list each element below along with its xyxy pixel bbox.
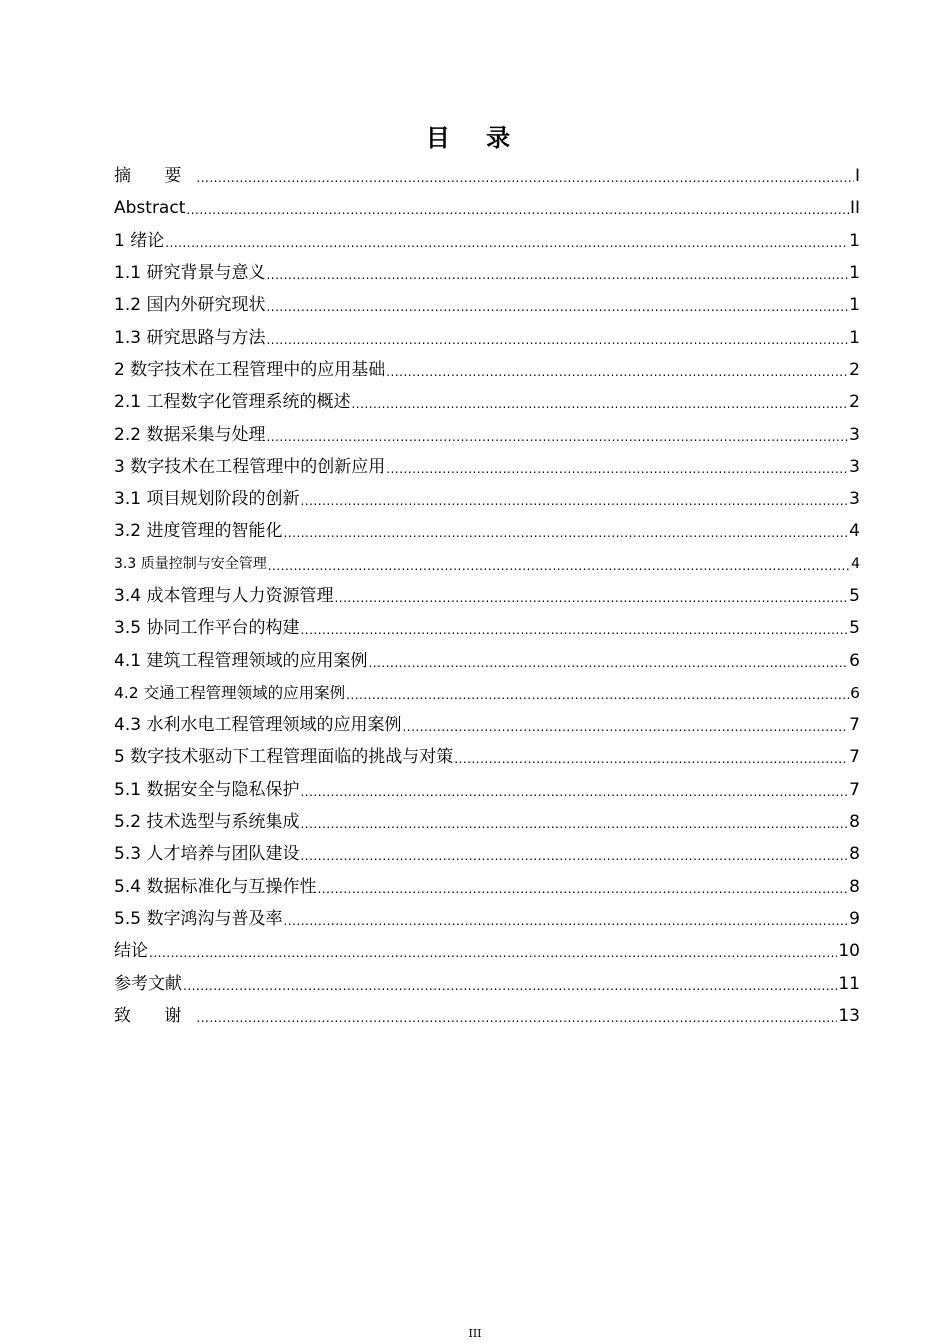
dot-leader [268,554,850,574]
toc-entry[interactable] [114,192,860,224]
toc-entry-page: 5 [849,586,860,606]
toc-title: 目 录 [425,124,525,152]
toc-entry-page: 1 [849,295,860,316]
toc-entry-label: 结论 [114,941,148,962]
dot-leader [149,941,837,961]
dot-leader [183,974,837,994]
toc-entry[interactable] [114,548,860,580]
toc-entry-page: 4 [851,555,860,572]
toc-entry-label: 2.1 工程数字化管理系统的概述 [114,392,351,413]
toc-entry-page: 2 [849,359,860,380]
dot-leader [283,909,848,929]
toc-entry-page: 7 [849,779,860,800]
toc-entry-page: II [849,198,860,219]
dot-leader [300,489,848,509]
table-of-contents [114,160,860,1032]
toc-entry-label: 5.4 数据标准化与互操作性 [114,876,317,897]
dot-leader [402,715,848,735]
dot-leader [454,747,848,767]
toc-entry[interactable] [114,935,860,967]
toc-entry-page: 2 [849,392,860,413]
toc-entry-label: 参考文献 [114,973,182,994]
toc-entry-page: 10 [838,941,860,962]
toc-entry-label: 3.2 进度管理的智能化 [114,521,283,542]
dot-leader [351,392,848,412]
toc-entry-page: I [854,166,860,187]
toc-entry[interactable] [114,225,860,257]
dot-leader [196,1006,837,1026]
toc-entry-page: 6 [850,683,860,702]
toc-entry-page: 13 [838,1005,860,1026]
toc-entry[interactable] [114,677,860,709]
toc-entry[interactable] [114,483,860,515]
toc-entry-page: 3 [849,424,860,445]
toc-entry[interactable] [114,871,860,903]
toc-entry[interactable] [114,386,860,418]
toc-entry-page: 7 [849,747,860,768]
toc-entry-page: 3 [849,456,860,477]
dot-leader [386,360,848,380]
toc-entry-label: 1 绪论 [114,230,165,251]
toc-entry-page: 9 [849,908,860,929]
toc-entry-page: 8 [849,844,860,865]
toc-entry[interactable] [114,967,860,999]
dot-leader [283,521,848,541]
toc-entry-label: 4.3 水利水电工程管理领域的应用案例 [114,715,402,736]
toc-entry-page: 1 [849,230,860,251]
toc-entry[interactable] [114,709,860,741]
dot-leader [334,586,848,606]
toc-entry-label: 3.5 协同工作平台的构建 [114,618,300,639]
toc-entry-page: 11 [838,973,860,994]
dot-leader [266,328,848,348]
toc-entry-label: 5.1 数据安全与隐私保护 [114,779,300,800]
toc-entry-label: 致 谢 [114,1005,196,1026]
toc-entry[interactable] [114,580,860,612]
toc-entry-page: 1 [849,263,860,284]
toc-entry[interactable] [114,321,860,353]
toc-entry[interactable] [114,289,860,321]
dot-leader [165,231,848,251]
dot-leader [300,812,848,832]
toc-entry-page: 3 [849,489,860,510]
toc-entry-label: Abstract [114,198,186,219]
dot-leader [300,780,848,800]
toc-entry-label: 5.3 人才培养与团队建设 [114,844,300,865]
toc-entry-label: 5 数字技术驱动下工程管理面临的挑战与对策 [114,747,454,768]
toc-entry-page: 8 [849,876,860,897]
dot-leader [266,295,848,315]
toc-entry-label: 摘 要 [114,166,196,187]
toc-entry[interactable] [114,354,860,386]
toc-entry-page: 4 [849,521,860,542]
toc-entry-label: 1.2 国内外研究现状 [114,295,266,316]
dot-leader [266,263,848,283]
dot-leader [368,651,848,671]
page-number: III [468,1327,482,1340]
toc-entry[interactable] [114,903,860,935]
toc-entry-label: 1.3 研究思路与方法 [114,327,266,348]
toc-entry-label: 2 数字技术在工程管理中的应用基础 [114,359,386,380]
dot-leader [266,425,848,445]
dot-leader [386,457,848,477]
toc-entry[interactable] [114,612,860,644]
dot-leader [346,683,849,703]
toc-entry[interactable] [114,838,860,870]
toc-entry-label: 3.3 质量控制与安全管理 [114,555,267,572]
toc-entry-label: 1.1 研究背景与意义 [114,263,266,284]
toc-entry-label: 5.2 技术选型与系统集成 [114,812,300,833]
toc-entry[interactable] [114,774,860,806]
toc-entry-label: 2.2 数据采集与处理 [114,424,266,445]
toc-entry[interactable] [114,160,860,192]
toc-entry[interactable] [114,418,860,450]
dot-leader [196,166,854,186]
dot-leader [300,844,848,864]
toc-entry-page: 1 [849,327,860,348]
toc-entry-label: 5.5 数字鸿沟与普及率 [114,908,283,929]
toc-entry[interactable] [114,806,860,838]
toc-entry-page: 5 [849,618,860,639]
toc-entry[interactable] [114,1000,860,1032]
toc-entry-label: 3.1 项目规划阶段的创新 [114,489,300,510]
dot-leader [317,877,848,897]
toc-entry[interactable] [114,257,860,289]
toc-entry[interactable] [114,515,860,547]
toc-entry-page: 7 [849,715,860,736]
toc-entry-page: 8 [849,812,860,833]
dot-leader [186,198,849,218]
toc-entry-label: 3.4 成本管理与人力资源管理 [114,586,334,606]
dot-leader [300,618,848,638]
toc-entry[interactable] [114,451,860,483]
toc-entry-label: 4.2 交通工程管理领域的应用案例 [114,683,346,702]
toc-entry-label: 3 数字技术在工程管理中的创新应用 [114,456,386,477]
toc-entry[interactable] [114,741,860,773]
toc-entry-label: 4.1 建筑工程管理领域的应用案例 [114,650,368,671]
toc-entry-page: 6 [849,650,860,671]
toc-entry[interactable] [114,644,860,676]
